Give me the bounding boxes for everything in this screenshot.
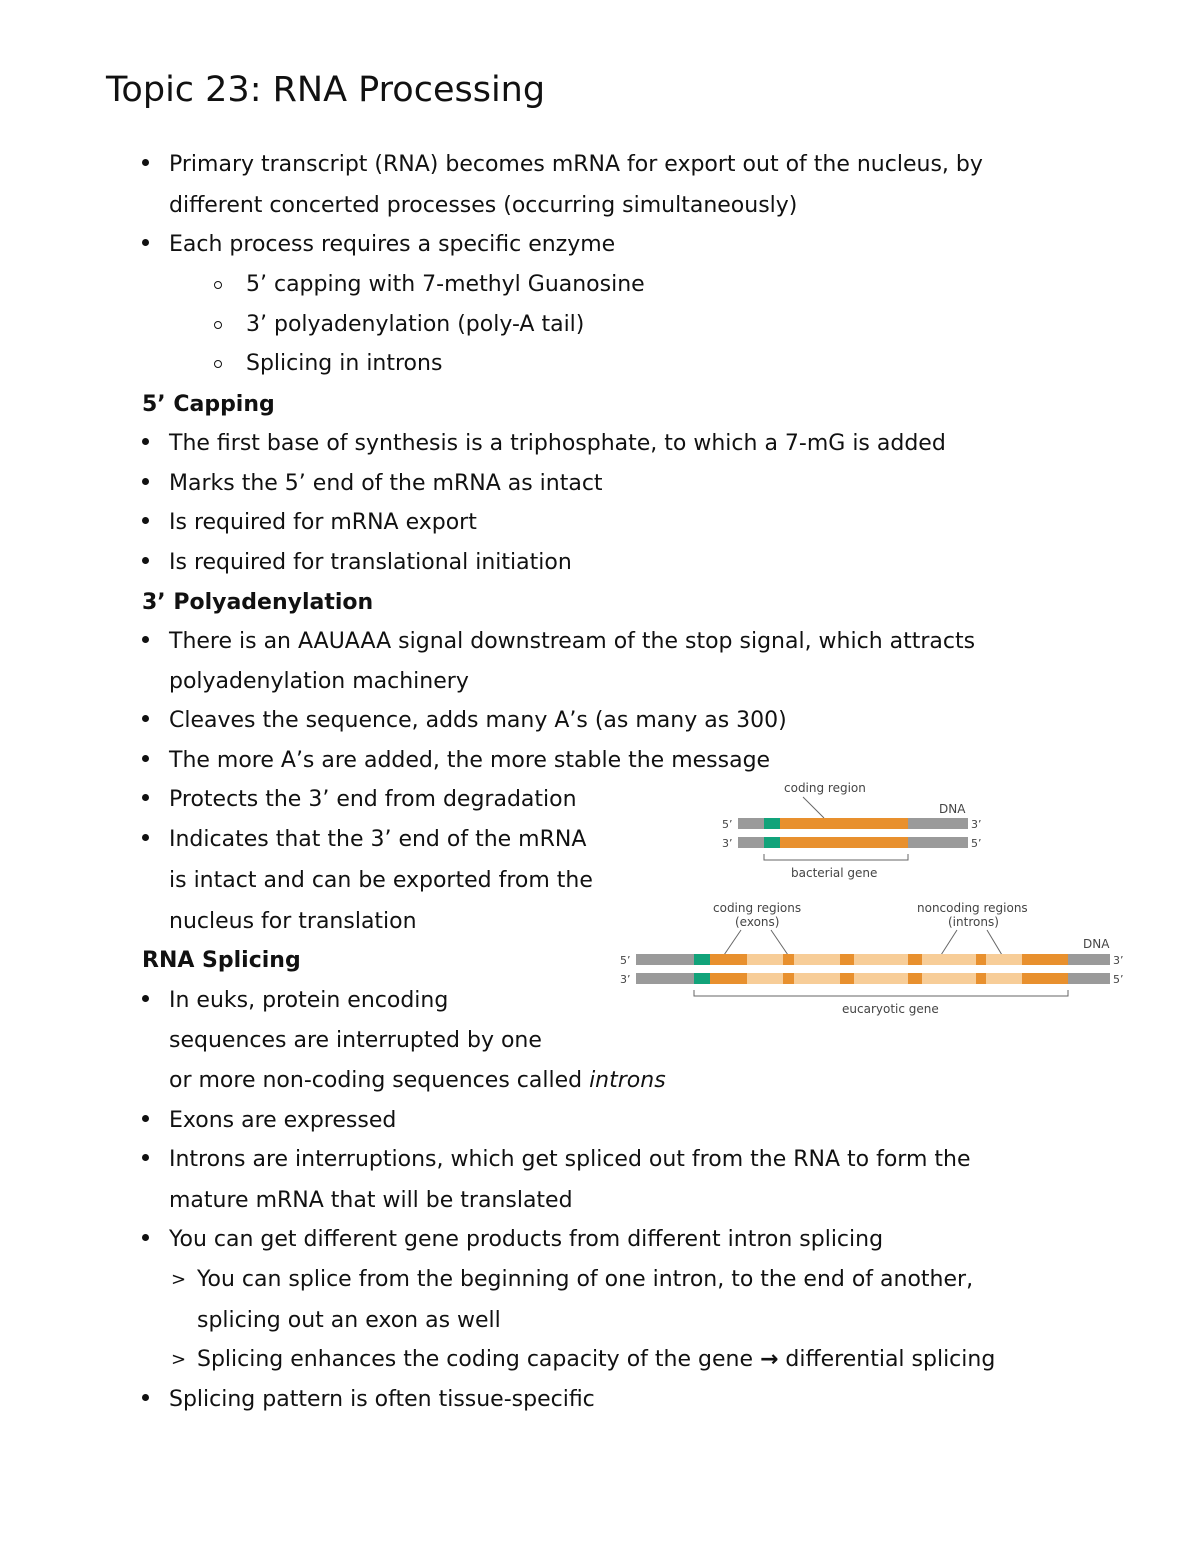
polyadenylation-bullet-5-line-3: nucleus for translation	[169, 909, 417, 934]
intro-bullet-1-line-1: Primary transcript (RNA) becomes mRNA for export out of the nucleus, by	[169, 152, 983, 177]
polyadenylation-bullet-5-line-1: Indicates that the 3’ end of the mRNA	[169, 827, 587, 852]
exon-segment	[840, 954, 854, 965]
dna-label-top: DNA	[939, 802, 966, 816]
splicing-bullet-1-line-3	[169, 1066, 666, 1096]
intron-segment	[854, 973, 908, 984]
exon-segment	[976, 954, 986, 965]
splicing-sub-1-line-1: You can splice from the beginning of one intron, to the end of another,	[197, 1267, 974, 1292]
five-prime-label: 5’	[1113, 973, 1124, 986]
bullet	[142, 755, 149, 762]
bullet	[142, 1154, 149, 1161]
sub-marker: >	[171, 1349, 187, 1370]
polyadenylation-bullet-4: Protects the 3’ end from degradation	[169, 787, 577, 812]
dna-strand-flank	[908, 818, 968, 829]
intron-pointer	[941, 930, 957, 955]
promoter-segment	[764, 818, 780, 829]
dna-strand-flank	[1068, 973, 1110, 984]
coding-segment	[780, 837, 908, 848]
bullet	[142, 1234, 149, 1241]
gene-bracket	[694, 990, 1068, 996]
splicing-bullet-2: Exons are expressed	[169, 1108, 397, 1133]
splicing-sub-2-tail: differential splicing	[778, 1347, 996, 1372]
sub-bullet	[214, 281, 222, 289]
dna-strand-flank	[636, 973, 694, 984]
polyadenylation-bullet-2: Cleaves the sequence, adds many A’s (as many as 300)	[169, 708, 787, 733]
sub-bullet	[214, 321, 222, 329]
promoter-segment	[764, 837, 780, 848]
polyadenylation-bullet-5-line-2: is intact and can be exported from the	[169, 868, 593, 893]
eucaryotic-gene-diagram	[620, 901, 1124, 1016]
exon-segment	[783, 973, 794, 984]
exon-segment	[1022, 954, 1068, 965]
bacterial-gene-label: bacterial gene	[791, 866, 878, 880]
exon-segment	[710, 973, 747, 984]
bullet	[142, 438, 149, 445]
three-prime-label: 3’	[620, 973, 631, 986]
dna-strand-flank	[1068, 954, 1110, 965]
exons-label: coding regions	[713, 901, 802, 915]
intron-segment	[794, 973, 840, 984]
dna-strand-flank	[636, 954, 694, 965]
bacterial-gene-diagram	[722, 781, 982, 880]
splicing-sub-2-text: Splicing enhances the coding capacity of the gene	[197, 1347, 760, 1372]
intro-bullet-2: Each process requires a specific enzyme	[169, 232, 616, 257]
gene-structure-figure	[618, 778, 1138, 1018]
bullet	[142, 636, 149, 643]
bullet	[142, 834, 149, 841]
right-arrow-icon: →	[759, 1347, 779, 1372]
bullet	[142, 1115, 149, 1122]
intron-segment	[986, 973, 1022, 984]
intron-segment	[922, 954, 976, 965]
coding-region-label: coding region	[784, 781, 866, 795]
splicing-bullet-1-line-1: In euks, protein encoding	[169, 988, 449, 1013]
capping-bullet-4: Is required for translational initiation	[169, 550, 572, 575]
intron-segment	[854, 954, 908, 965]
introns-emphasis: introns	[589, 1068, 666, 1093]
splicing-bullet-3-line-1: Introns are interruptions, which get spliced out from the RNA to form the	[169, 1147, 971, 1172]
three-prime-label: 3’	[971, 818, 982, 831]
intron-segment	[922, 973, 976, 984]
splicing-bullet-5: Splicing pattern is often tissue-specific	[169, 1387, 595, 1412]
introns-label-paren: (introns)	[948, 915, 999, 929]
sub-bullet	[214, 360, 222, 368]
exon-segment	[908, 973, 922, 984]
five-prime-label: 5’	[722, 818, 733, 831]
splicing-sub-1-line-2: splicing out an exon as well	[197, 1308, 501, 1333]
bullet	[142, 557, 149, 564]
polyadenylation-bullet-1-line-1: There is an AAUAAA signal downstream of the stop signal, which attracts	[169, 629, 976, 654]
promoter-segment	[694, 973, 710, 984]
intron-segment	[747, 973, 783, 984]
splicing-heading: RNA Splicing	[142, 948, 301, 973]
capping-heading: 5’ Capping	[142, 392, 275, 417]
capping-bullet-3: Is required for mRNA export	[169, 510, 477, 535]
promoter-segment	[694, 954, 710, 965]
coding-region-pointer	[803, 797, 824, 818]
three-prime-label: 3’	[722, 837, 733, 850]
exon-segment	[908, 954, 922, 965]
exons-label-paren: (exons)	[735, 915, 780, 929]
bullet	[142, 794, 149, 801]
dna-label-bottom: DNA	[1083, 937, 1110, 951]
bullet	[142, 159, 149, 166]
polyadenylation-bullet-1-line-2: polyadenylation machinery	[169, 669, 469, 694]
dna-strand-flank	[738, 837, 764, 848]
splicing-bullet-3-line-2: mature mRNA that will be translated	[169, 1188, 573, 1213]
capping-bullet-1: The first base of synthesis is a triphosphate, to which a 7-mG is added	[169, 431, 946, 456]
gene-bracket	[764, 854, 908, 860]
page-title: Topic 23: RNA Processing	[106, 70, 546, 110]
intro-bullet-1-line-2: different concerted processes (occurring simultaneously)	[169, 193, 798, 218]
exon-segment	[710, 954, 747, 965]
five-prime-label: 5’	[620, 954, 631, 967]
bullet	[142, 715, 149, 722]
polyadenylation-bullet-3: The more A’s are added, the more stable the message	[169, 748, 771, 773]
exon-segment	[783, 954, 794, 965]
bullet	[142, 995, 149, 1002]
capping-bullet-2: Marks the 5’ end of the mRNA as intact	[169, 471, 603, 496]
exon-segment	[840, 973, 854, 984]
exon-pointer	[771, 930, 788, 955]
bullet	[142, 517, 149, 524]
splicing-sub-2	[197, 1345, 995, 1375]
exon-segment	[1022, 973, 1068, 984]
exon-segment	[976, 973, 986, 984]
bullet	[142, 1394, 149, 1401]
bullet	[142, 239, 149, 246]
bullet	[142, 478, 149, 485]
sub-marker: >	[171, 1269, 187, 1290]
three-prime-label: 3’	[1113, 954, 1124, 967]
introns-label: noncoding regions	[917, 901, 1028, 915]
coding-segment	[780, 818, 908, 829]
intron-segment	[794, 954, 840, 965]
intron-pointer	[987, 930, 1002, 955]
intron-segment	[747, 954, 783, 965]
splicing-bullet-4: You can get different gene products from different intron splicing	[169, 1227, 884, 1252]
splicing-bullet-1-line-2: sequences are interrupted by one	[169, 1028, 542, 1053]
intro-sub-3: Splicing in introns	[246, 351, 443, 376]
intro-sub-1: 5’ capping with 7-methyl Guanosine	[246, 272, 645, 297]
exon-pointer	[724, 930, 741, 955]
intron-segment	[986, 954, 1022, 965]
eucaryotic-gene-label: eucaryotic gene	[842, 1002, 939, 1016]
five-prime-label: 5’	[971, 837, 982, 850]
dna-strand-flank	[908, 837, 968, 848]
dna-strand-flank	[738, 818, 764, 829]
polyadenylation-heading: 3’ Polyadenylation	[142, 590, 374, 615]
intro-sub-2: 3’ polyadenylation (poly-A tail)	[246, 312, 585, 337]
splicing-bullet-1-line-3-text: or more non-coding sequences called	[169, 1068, 590, 1093]
